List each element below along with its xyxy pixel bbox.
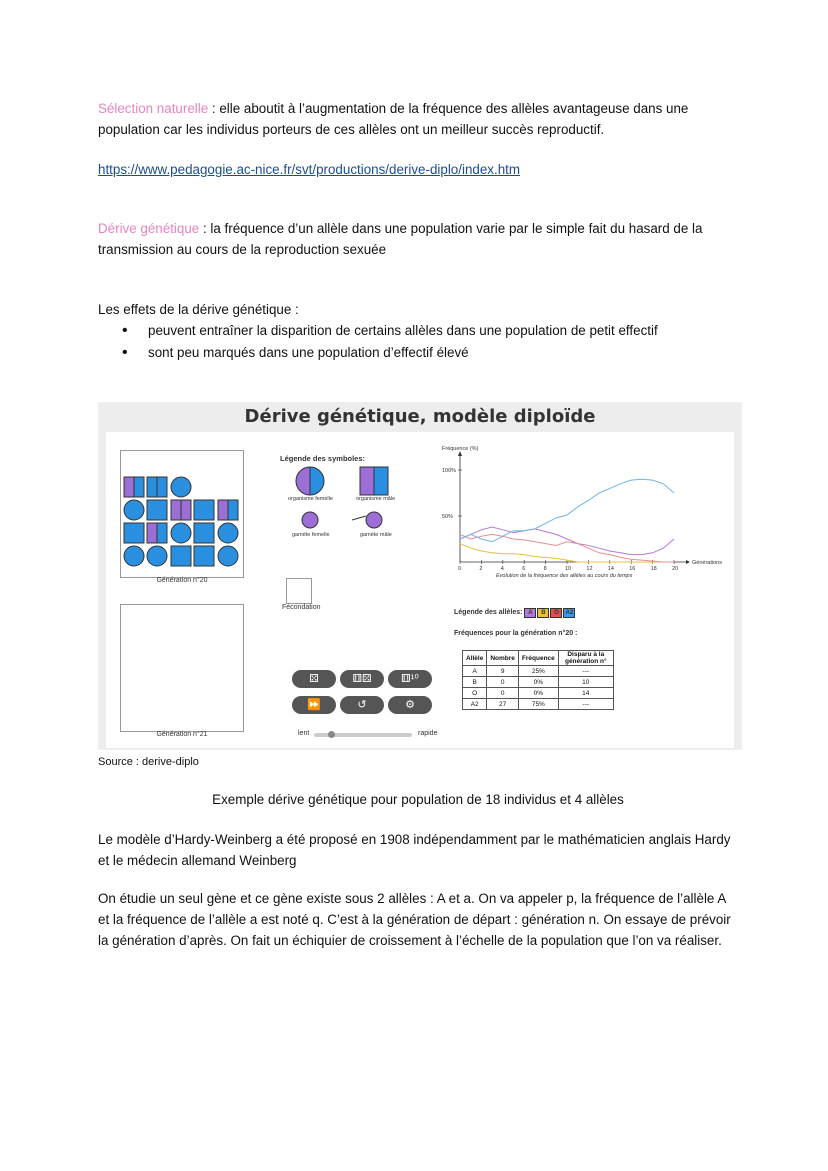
term-natural-selection: Sélection naturelle [98,101,209,116]
fecondation-box [286,578,312,604]
frequency-table [462,650,614,710]
y-axis-label: Fréquence (%) [442,446,479,452]
effects-section [98,299,738,364]
table-cell: A2 [463,699,487,710]
table-cell: 10 [558,677,613,688]
dice-ten-icon: ⚅¹⁰ [401,673,419,685]
list-item: • peuvent entraîner la disparition de certains allèles dans une population de petit effectif [98,320,738,342]
table-header-row [463,651,614,666]
fast-forward-button[interactable] [292,696,336,714]
individual-female [218,523,238,543]
x-tick-label: 12 [586,566,593,572]
gamete-tail [352,516,366,520]
female-label: organisme femelle [288,496,333,502]
paragraph-genetic-drift [98,218,738,260]
individual-female [171,523,191,543]
x-tick-label: 14 [607,566,614,572]
table-row [463,677,614,688]
individual-male [147,477,157,497]
roll-one-button[interactable] [292,670,336,688]
dice-icon: ⚄ [309,673,319,685]
roll-ten-button[interactable] [388,670,432,688]
settings-button[interactable] [388,696,432,714]
individual-male [124,477,134,497]
individual-female [147,546,167,566]
x-tick-label: 4 [500,566,504,572]
list-item: • sont peu marqués dans une population d’effectif élevé [98,342,738,364]
gear-icon: ⚙ [405,699,415,711]
symbols-legend-title: Légende des symboles: [280,454,366,463]
simulator-link[interactable]: https://www.pedagogie.ac-nice.fr/svt/productions/derive-diplo/index.htm [98,162,521,177]
gamete-male-icon [366,512,382,528]
reset-button[interactable] [340,696,384,714]
column-header: Nombre [487,651,519,666]
term-genetic-drift: Dérive génétique [98,221,200,236]
generation-current-label: Génération n°20 [156,577,208,584]
individual-female [124,546,144,566]
x-tick-label: 6 [522,566,526,572]
figure-caption: Exemple dérive génétique pour population de 18 individus et 4 allèles [212,792,624,807]
genetic-drift-definition: : la fréquence d’un allèle dans une population varie par le simple fait du hasard de la transmission au cours de la reproduction sexuée [98,221,703,257]
speed-slider[interactable] [314,733,412,737]
natural-selection-definition: : elle aboutit à l’augmentation de la fréquence des allèles avantageuse dans une population car les individus porteurs de ces allèles ont un meilleur succès reproductif. [98,101,689,137]
column-header: Disparu à la génération n° [558,651,613,666]
table-cell: 0 [487,677,519,688]
table-cell: 14 [558,688,613,699]
generation-current-box [120,450,244,578]
table-cell: 0% [518,677,558,688]
x-tick-label: 8 [543,566,547,572]
alleles-legend-title: Légende des allèles: [454,609,523,616]
table-cell: --- [558,666,613,677]
table-cell: B [463,677,487,688]
link-row [98,159,738,180]
individual-male [171,546,191,566]
frequency-chart [422,442,734,602]
series-line-a2 [460,479,674,542]
allele-chip-a2: A2 [563,608,575,618]
individual-male [194,523,214,543]
y-tick-label: 50% [442,514,454,520]
x-tick-label: 0 [458,566,462,572]
generation-next-label: Génération n°21 [156,731,208,738]
column-header: Fréquence [518,651,558,666]
individual-female [218,546,238,566]
x-axis-arrow [686,560,690,564]
gamete-female-label: gamète femelle [292,532,330,538]
allele-chip-a: A [524,608,536,618]
reset-icon: ↺ [357,699,367,711]
individual-male [147,523,157,543]
effects-list [98,320,738,364]
individual-male [194,546,214,566]
paragraph-hardy-weinberg: Le modèle d’Hardy-Weinberg a été proposé en 1908 indépendamment par le mathématicien anglais Hardy et le médecin allemand Weinberg [98,832,731,868]
table-cell: O [463,688,487,699]
gamete-female-icon [302,512,318,528]
male-symbol-icon [360,467,374,495]
x-tick-label: 2 [479,566,483,572]
effects-intro: Les effets de la dérive génétique : [98,302,299,317]
allele-chip-o: O [550,608,562,618]
series-line-b [460,544,674,562]
speed-fast-label: rapide [418,730,438,737]
series-line-a [460,527,674,555]
table-cell: 9 [487,666,519,677]
table-cell: --- [558,699,613,710]
individual-male [194,500,214,520]
simulator-figure [98,402,742,750]
alleles-legend [454,608,576,618]
individual-male [218,500,228,520]
dice-multi-icon: ⚅⚄ [352,673,372,685]
roll-generation-button[interactable] [340,670,384,688]
x-tick-label: 20 [672,566,679,572]
individual-female [124,500,144,520]
male-label: organisme mâle [356,496,396,502]
fecondation-label: Fécondation [282,604,321,611]
table-cell: 25% [518,666,558,677]
female-symbol-icon [296,467,310,495]
speed-slow-label: lent [298,730,310,737]
generation-next-box [120,604,244,732]
column-header: Allèle [463,651,487,666]
paragraph-model-explanation: On étudie un seul gène et ce gène existe sous 2 allèles : A et a. On va appeler p, la fréquence de l’allèle A et la fréquence de l’allèle a est noté q. C’est à la génération de départ : génération n. On essaye de prévoir la génération d’après. On fait un échiquier de croissement à l’échelle de la population que l’on va réaliser. [98,891,731,948]
frequency-table-title: Fréquences pour la génération n°20 : [454,630,578,637]
symbols-legend [280,464,400,540]
table-cell: 0 [487,688,519,699]
individual-female [171,477,191,497]
table-row [463,688,614,699]
gamete-male-label: gamète mâle [360,532,392,538]
table-cell: 75% [518,699,558,710]
x-axis-label: Générations [692,560,722,566]
x-tick-label: 18 [650,566,657,572]
x-tick-label: 10 [565,566,572,572]
x-tick-label: 16 [629,566,636,572]
individual-male [147,500,167,520]
individual-male [124,523,144,543]
y-tick-label: 100% [442,468,457,474]
population-grid [121,451,243,577]
paragraph-natural-selection [98,98,738,140]
table-cell: 27 [487,699,519,710]
fast-forward-icon: ⏩ [307,699,321,711]
simulator-title: Dérive génétique, modèle diploïde [244,406,596,427]
table-cell: A [463,666,487,677]
speed-slider-handle[interactable] [328,731,335,738]
allele-chip-b: B [537,608,549,618]
simulator-body [106,432,734,748]
chart-caption: Evolution de la fréquence des allèles au cours du temps [496,573,633,579]
table-row [463,699,614,710]
individual-male [171,500,181,520]
table-row [463,666,614,677]
figure-source: Source : derive-diplo [98,756,199,768]
table-cell: 0% [518,688,558,699]
